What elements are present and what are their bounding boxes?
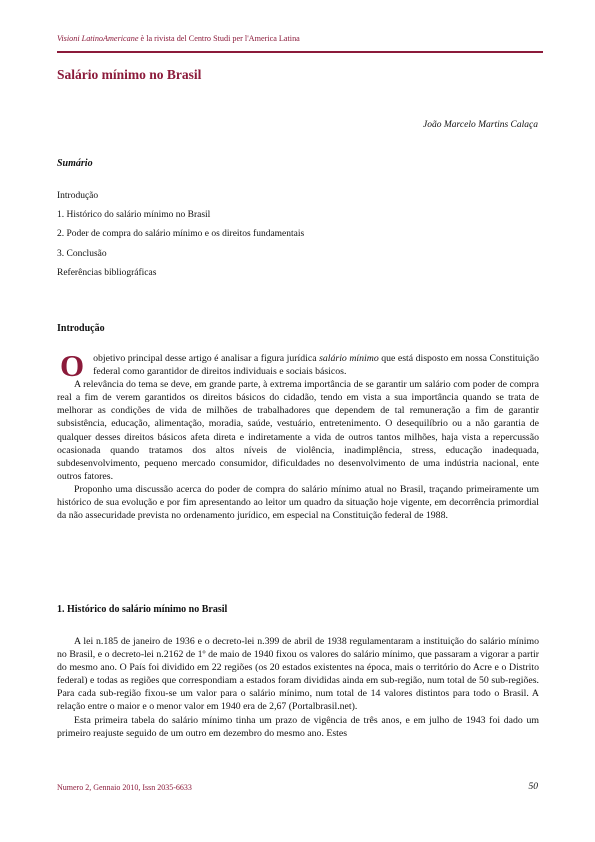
footer-issue: Numero 2, Gennaio 2010, Issn 2035-6633 (57, 783, 192, 792)
article-title: Salário mínimo no Brasil (57, 67, 202, 82)
intro-paragraph-2: A relevância do tema se deve, em grande parte, à extrema importância de se garantir um salário com poder de compra real a fim de verem garantidos os direitos básicos do cidadão, tendo em vista a sua importância quando se trata de melhorar as condições de vida de milhões de trabalhadores que dependem de tal remuneração a fim de garantir subsistência, educação, alimentação, moradia, saúde, vestuário, entretenimento. O desequilíbrio ou a não garantia de qualquer desses direitos básicos afeta direta e indiretamente a vida de outros tantos milhões, haja vista a repercussão ocasionada quando tratamos dos altos níveis de violência, inadimplência, stress, educação inadequada, subdesenvolvimento, pequeno mercado consumidor, dificuldades no desenvolvimento de uma indústria nacional, ente outros fatores. (57, 379, 539, 482)
section-1-body (57, 635, 539, 740)
intro-paragraph-1: Oobjetivo principal desse artigo é analisar a figura jurídica salário mínimo que está disposto em nossa Constituição federal como garantidor de direitos individuais e sociais básicos. (60, 348, 539, 383)
header-rule (57, 51, 543, 53)
journal-name: Visioni LatinoAmericane (57, 34, 139, 43)
toc-item: Introdução (57, 191, 99, 201)
author-name: João Marcelo Martins Calaça (423, 120, 538, 130)
intro-paragraph-3: Proponho uma discussão acerca do poder de compra do salário mínimo atual no Brasil, traçando primeiramente um histórico de sua evolução e por fim apresentando ao leitor um quadro da situação hoje vigente, em decorrência primordial da não assecuridade prevista no ordenamento jurídico, em especial na Constituição federal de 1988. (57, 483, 539, 522)
sumario-heading: Sumário (57, 158, 93, 169)
toc-item: 3. Conclusão (57, 248, 107, 259)
intro-heading: Introdução (57, 323, 105, 334)
section-1-heading: 1. Histórico do salário mínimo no Brasil (57, 604, 228, 615)
running-header (57, 34, 543, 43)
toc-item: Referências bibliográficas (57, 267, 157, 278)
toc-item: 2. Poder de compra do salário mínimo e os direitos fundamentais (57, 229, 305, 240)
table-of-contents (57, 187, 304, 283)
section-1-paragraph-1: A lei n.185 de janeiro de 1936 e o decreto-lei n.399 de abril de 1938 regulamentaram a instituição do salário mínimo no Brasil, e o decreto-lei n.2162 de 1º de maio de 1940 fixou os valores do salário mínimo, que passaram a vigorar a partir do mesmo ano. O País foi dividido em 22 regiões (os 20 estados existentes na época, mais o território do Acre e o Distrito federal) e todas as regiões que correspondiam a estados foram divididas ainda em sub-região, num total de 50 sub-regiões. Para cada sub-região fixou-se um valor para o salário mínimo, num total de 14 valores distintos para todo o Brasil. A relação entre o maior e o menor valor em 1940 era de 2,67 (Portalbrasil.net). (57, 636, 539, 713)
header-rest: è la rivista del Centro Studi per l'America Latina (138, 34, 300, 43)
intro-body (57, 348, 539, 522)
section-1-paragraph-2: Esta primeira tabela do salário mínimo tinha um prazo de vigência de três anos, e em julho de 1943 foi dado um primeiro reajuste seguido de um outro em dezembro do mesmo ano. Estes (57, 714, 539, 739)
toc-item: 1. Histórico do salário mínimo no Brasil (57, 210, 211, 221)
page-number: 50 (528, 782, 538, 792)
drop-cap: O (60, 348, 85, 383)
